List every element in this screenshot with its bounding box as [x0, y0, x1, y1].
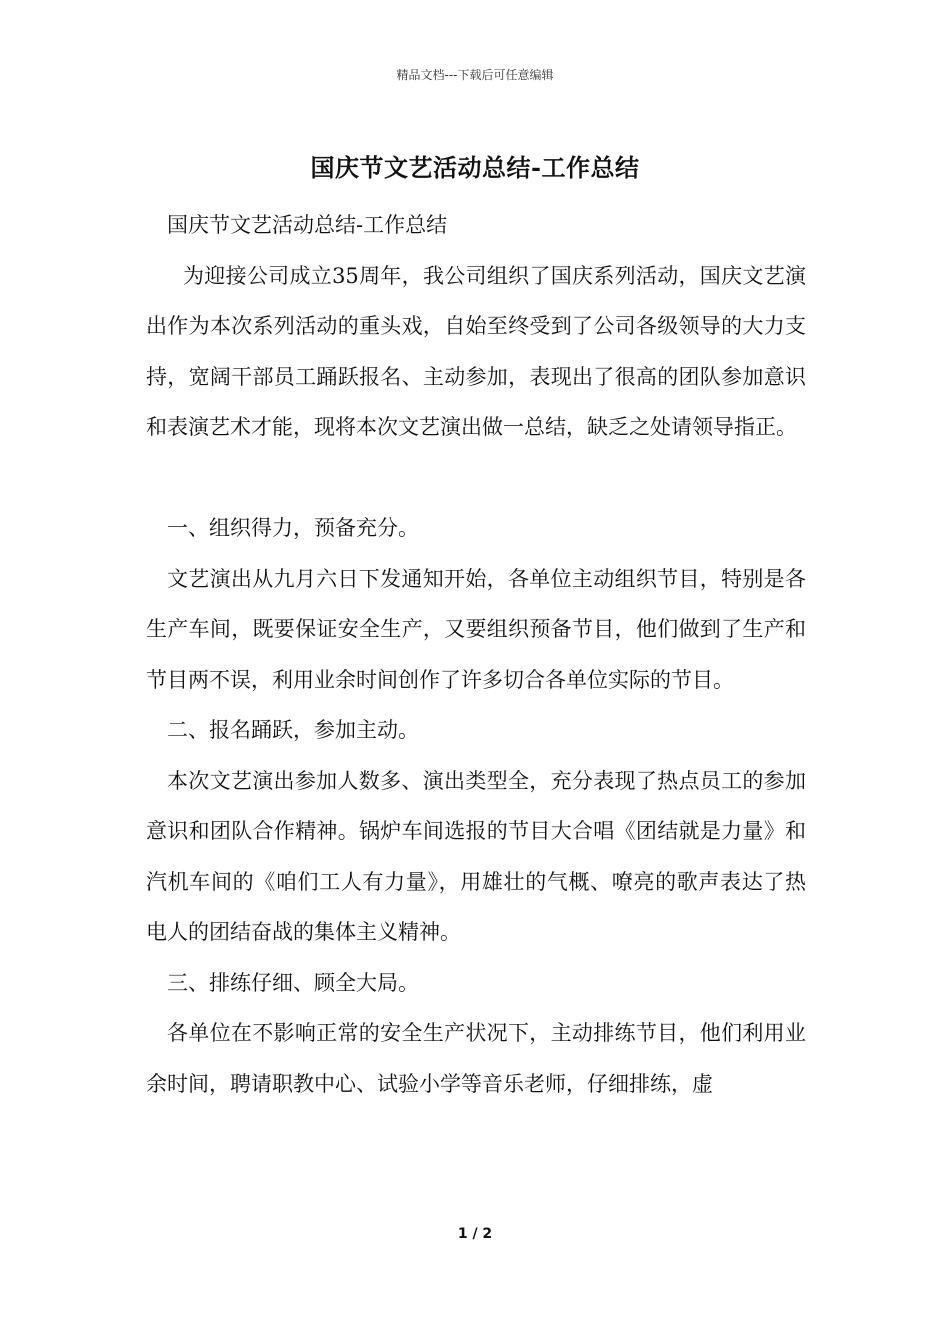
section-paragraph-3: 各单位在不影响正常的安全生产状况下，主动排练节目，他们利用业余时间，聘请职教中心、试验小学等音乐老师，仔细排练，虚 — [146, 1021, 806, 1096]
blank-line — [146, 453, 806, 504]
page-number: 1 / 2 — [457, 1226, 493, 1242]
section-heading-3: 三、排练仔细、顾全大局。 — [167, 970, 419, 995]
section-heading-2: 二、报名踊跃，参加主动。 — [167, 718, 419, 742]
section-heading-1: 一、组织得力，预备充分。 — [167, 516, 419, 540]
section-paragraph-1: 文艺演出从九月六日下发通知开始，各单位主动组织节目，特别是各生产车间，既要保证安全生产，又要组织预备节目，他们做到了生产和节目两不误，利用业余时间创作了许多切合各单位实际的节目。 — [146, 566, 806, 692]
document-title: 国庆节文艺活动总结-工作总结 — [310, 153, 640, 182]
subtitle-paragraph: 国庆节文艺活动总结-工作总结 — [167, 213, 448, 237]
section-paragraph-2: 本次文艺演出参加人数多、演出类型全，充分表现了热点员工的参加意识和团队合作精神。锅炉车间选报的节目大合唱《团结就是力量》和汽机车间的《咱们工人有力量》，用雄壮的气概、嘹亮的歌声表达了热电人的团结奋战的集体主义精神。 — [146, 768, 806, 944]
document-body — [146, 200, 806, 1109]
header-note: 精品文档---下载后可任意编辑 — [396, 68, 554, 82]
intro-paragraph: 为迎接公司成立35周年，我公司组织了国庆系列活动，国庆文艺演出作为本次系列活动的重头戏，自始至终受到了公司各级领导的大力支持，宽阔干部员工踊跃报名、主动参加，表现出了很高的团队参加意识和表演艺术才能，现将本次文艺演出做一总结，缺乏之处请领导指正。 — [146, 263, 806, 439]
